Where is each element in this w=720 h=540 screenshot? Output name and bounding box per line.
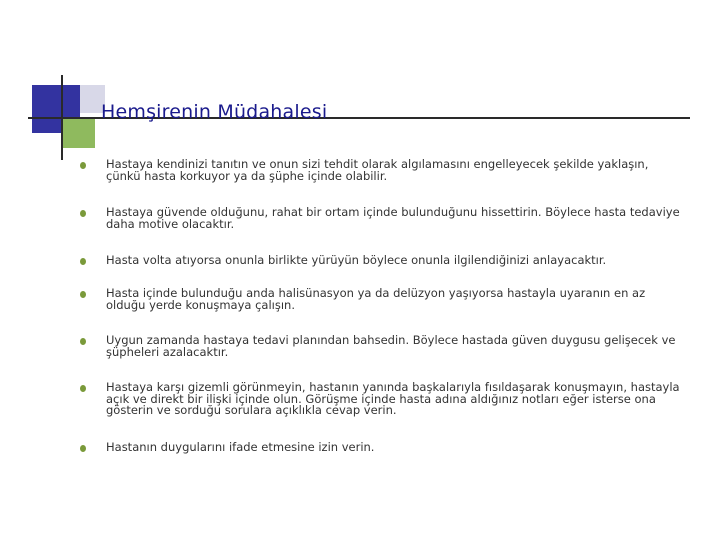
list-item bbox=[80, 382, 680, 417]
slide-title: Hemşirenin Müdahalesi bbox=[101, 101, 328, 123]
list-item bbox=[80, 255, 680, 267]
list-item bbox=[80, 288, 680, 311]
bullet-icon bbox=[80, 338, 86, 345]
bullet-icon bbox=[80, 210, 86, 217]
list-item bbox=[80, 207, 680, 230]
bullet-icon bbox=[80, 258, 86, 265]
bullet-icon bbox=[80, 385, 86, 392]
bullet-icon bbox=[80, 162, 86, 169]
bullet-icon bbox=[80, 445, 86, 452]
bullet-text: Hastanın duygularını ifade etmesine izin verin. bbox=[106, 440, 375, 454]
bullet-text: Hastaya güvende olduğunu, rahat bir ortam içinde bulunduğunu hissettirin. Böylece hasta tedaviye daha motive olacaktır. bbox=[106, 205, 680, 231]
list-item bbox=[80, 159, 680, 182]
list-item bbox=[80, 335, 680, 358]
bullet-icon bbox=[80, 291, 86, 298]
bullet-text: Uygun zamanda hastaya tedavi planından bahsedin. Böylece hastada güven duygusu gelişecek ve şüpheleri azalacaktır. bbox=[106, 333, 676, 359]
decor-green-square bbox=[62, 118, 95, 148]
bullet-text: Hasta içinde bulunduğu anda halisünasyon ya da delüzyon yaşıyorsa hastayla uyaranın en az olduğu yerde konuşmaya çalışın. bbox=[106, 286, 646, 312]
bullet-text: Hastaya karşı gizemli görünmeyin, hastanın yanında başkalarıyla fısıldaşarak konuşmayın, hastayla açık ve direkt bir ilişki içinde olun. Görüşme içinde hasta adına aldığınız notları eğer isterse ona gösterin ve sorduğu sorulara açıklıkla cevap verin. bbox=[106, 380, 680, 417]
bullet-text: Hastaya kendinizi tanıtın ve onun sizi tehdit olarak algılamasını engelleyecek şekilde yaklaşın, çünkü hasta korkuyor ya da şüphe içinde olabilir. bbox=[106, 157, 649, 183]
list-item bbox=[80, 442, 680, 454]
bullet-text: Hasta volta atıyorsa onunla birlikte yürüyün böylece onunla ilgilendiğinizi anlayacaktır. bbox=[106, 253, 607, 267]
